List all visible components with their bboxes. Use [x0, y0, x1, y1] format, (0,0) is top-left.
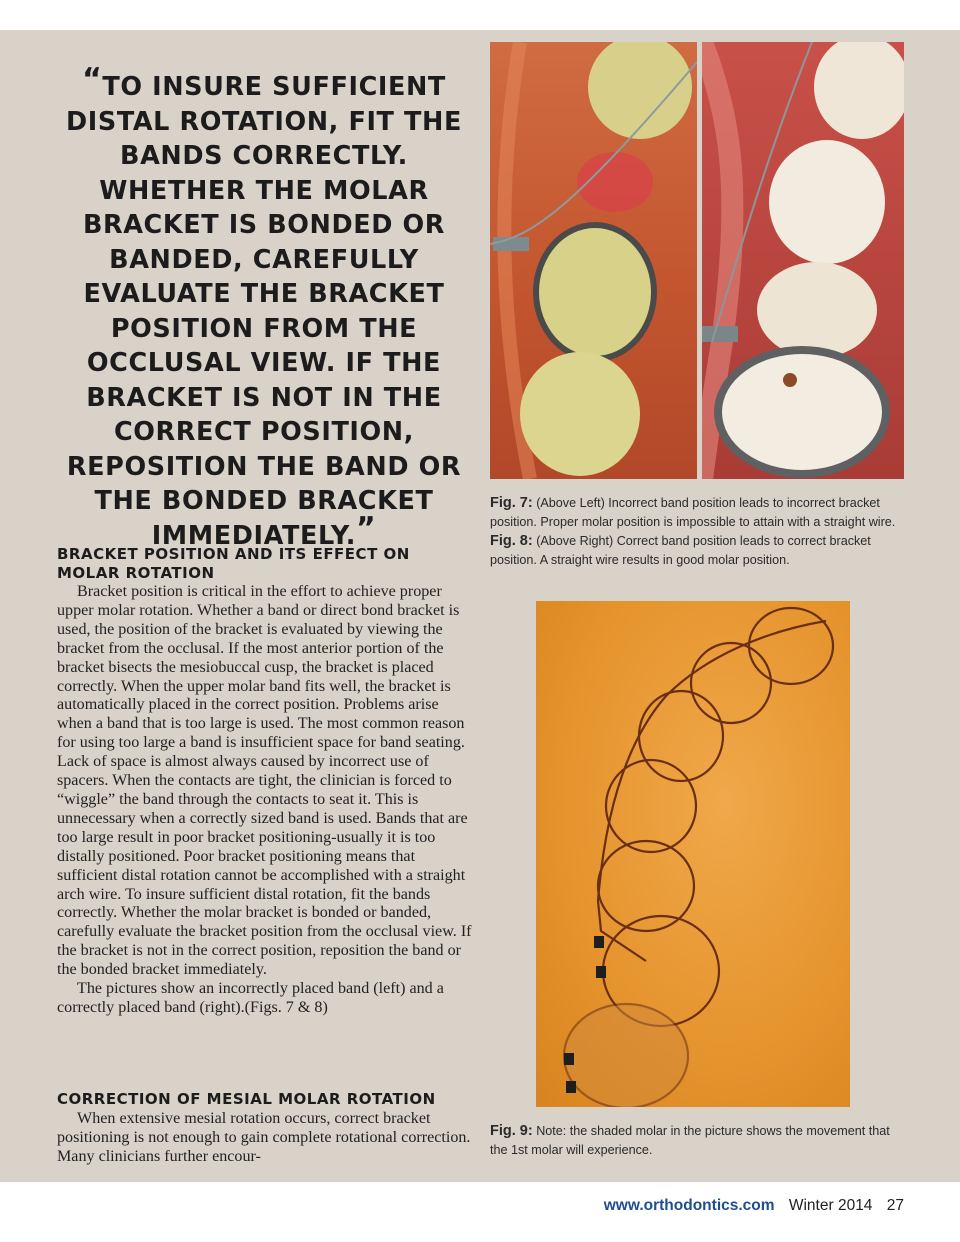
- arch-diagram-illustration: [536, 601, 850, 1107]
- figure-9-photo: [536, 601, 850, 1107]
- section-heading-mesial-rotation: CORRECTION OF MESIAL MOLAR ROTATION: [57, 1090, 436, 1108]
- pull-quote: [55, 62, 473, 553]
- figure-8-label: Fig. 8:: [490, 533, 533, 549]
- incorrect-band-illustration: [490, 42, 697, 479]
- body-paragraph: Bracket position is critical in the effort to achieve proper upper molar rotation. Whether a band or direct bond bracket is used, the position of the bracket is evaluated by viewing the bracket from the occlusal. If the most anterior portion of the bracket bisects the mesiobuccal cusp, the bracket is placed correctly. When the upper molar band fits well, the bracket is automatically placed in the correct position. Problems arise when a band that is too large is used. The most common reason for using too large a band is insufficient space for band seating. Lack of space is almost always caused by incorrect use of spacers. When the contacts are tight, the clinician is forced to “wiggle” the band through the contacts to seat it. This is unnecessary when a correctly sized band is used. Bands that are too large result in poor bracket positioning-usually it is too distally positioned. Poor bracket positioning means that sufficient distal rotation cannot be accomplished with a straight arch wire. To insure sufficient distal rotation, fit the bands correctly. Whether the molar bracket is bonded or banded, carefully evaluate the bracket position from the occlusal view. If the bracket is not in the correct position, reposition the band or the bonded bracket immediately.: [57, 583, 472, 979]
- figure-7-caption-text: (Above Left) Incorrect band position leads to incorrect bracket position. Proper molar position is impossible to attain with a straight wire.: [490, 496, 896, 529]
- figure-8-photo: [702, 42, 904, 479]
- body-paragraph: The pictures show an incorrectly placed band (left) and a correctly placed band (right).(Figs. 7 & 8): [57, 980, 444, 1016]
- section-heading-bracket-position: BRACKET POSITION AND ITS EFFECT ON MOLAR ROTATION: [57, 545, 410, 582]
- footer-page-number: 27: [886, 1197, 904, 1214]
- open-quote-mark: “: [82, 62, 103, 97]
- figure-9-caption: [490, 1122, 890, 1160]
- figure-7-label: Fig. 7:: [490, 495, 533, 511]
- body-paragraph: When extensive mesial rotation occurs, correct bracket positioning is not enough to gain complete rotational correction. Many clinicians further encour-: [57, 1110, 471, 1165]
- figure-8-caption-text: (Above Right) Correct band position leads to correct bracket position. A straight wire results in good molar position.: [490, 534, 871, 567]
- figure-9-label: Fig. 9:: [490, 1123, 533, 1139]
- footer-issue: Winter 2014: [788, 1197, 873, 1214]
- pull-quote-text: TO INSURE SUFFICIENT DISTAL ROTATION, FIT THE BANDS CORRECTLY. WHETHER THE MOLAR BRACKET IS BONDED OR BANDED, CAREFULLY EVALUATE THE BRACKET POSITION FROM THE OCCLUSAL VIEW. IF THE BRACKET IS NOT IN THE CORRECT POSITION, REPOSITION THE BAND OR THE BONDED BRACKET IMMEDIATELY.: [66, 72, 462, 551]
- section-body-bracket-position: [57, 583, 475, 1018]
- figure-9-caption-text: Note: the shaded molar in the picture shows the movement that the 1st molar will experience.: [490, 1124, 890, 1157]
- section-body-mesial-rotation: [57, 1110, 475, 1167]
- figure-7-8-caption: [490, 494, 910, 570]
- page-footer: [594, 1197, 904, 1215]
- footer-url-link[interactable]: www.orthodontics.com: [603, 1197, 775, 1214]
- figure-7-photo: [490, 42, 697, 479]
- correct-band-illustration: [702, 42, 904, 479]
- close-quote-mark: ”: [355, 510, 377, 546]
- figure-7-8-photos: [490, 42, 904, 479]
